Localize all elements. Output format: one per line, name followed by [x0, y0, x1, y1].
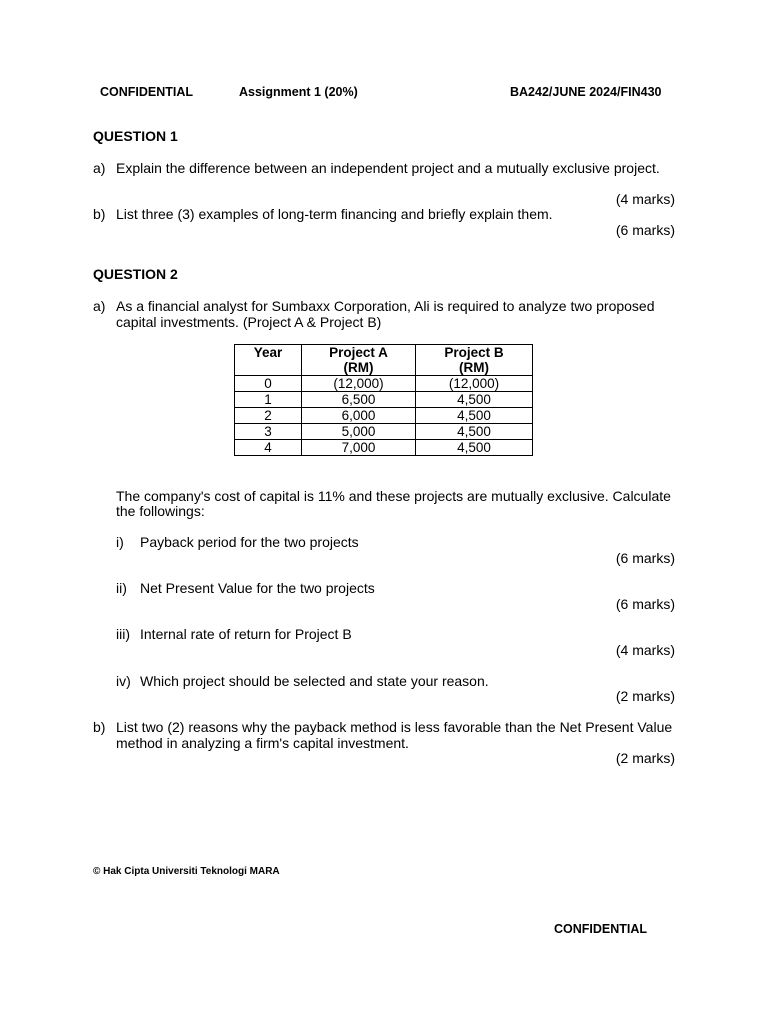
q2-part-i-text: Payback period for the two projects	[140, 534, 359, 550]
q2-part-iii-label: iii)	[116, 626, 130, 642]
table-row	[235, 392, 533, 408]
table-unit-project-a: (RM)	[302, 360, 416, 376]
table-cell-project-a: 5,000	[302, 424, 416, 440]
q1a-label: a)	[93, 160, 106, 176]
table-row	[235, 408, 533, 424]
copyright-notice: © Hak Cipta Universiti Teknologi MARA	[93, 866, 280, 877]
q1a-text: Explain the difference between an independent project and a mutually exclusive project.	[116, 160, 660, 176]
q1b-text: List three (3) examples of long-term financing and briefly explain them.	[116, 206, 553, 222]
table-cell-project-b: 4,500	[416, 392, 533, 408]
table-cell-project-b: 4,500	[416, 424, 533, 440]
q2-part-ii-marks: (6 marks)	[615, 596, 675, 612]
q2a-text-line2: capital investments. (Project A & Project B)	[116, 314, 382, 330]
q2b-text-line2: method in analyzing a firm's capital investment.	[116, 735, 409, 751]
table-row	[235, 424, 533, 440]
q2b-label: b)	[93, 719, 106, 735]
q2-part-ii-label: ii)	[116, 580, 127, 596]
q2b-text-line1: List two (2) reasons why the payback method is less favorable than the Net Present Value	[116, 719, 673, 735]
table-header-row	[235, 345, 533, 361]
table-cell-project-a: 6,500	[302, 392, 416, 408]
q1a-marks: (4 marks)	[615, 191, 675, 207]
question-2-title: QUESTION 2	[93, 266, 178, 282]
q2-part-i-marks: (6 marks)	[615, 550, 675, 566]
table-units-row	[235, 360, 533, 376]
cash-flow-table	[234, 344, 533, 456]
table-header-project-a: Project A	[302, 345, 416, 361]
q2-part-iii-text: Internal rate of return for Project B	[140, 626, 352, 642]
table-cell-project-a: 6,000	[302, 408, 416, 424]
q2-part-iv-text: Which project should be selected and state your reason.	[140, 673, 489, 689]
q2a-label: a)	[93, 298, 106, 314]
table-cell-project-b: 4,500	[416, 440, 533, 456]
table-cell-year: 0	[235, 376, 302, 392]
table-unit-year	[235, 360, 302, 376]
footer-confidential: CONFIDENTIAL	[554, 922, 648, 936]
q1b-marks: (6 marks)	[615, 222, 675, 238]
table-unit-project-b: (RM)	[416, 360, 533, 376]
q2-part-i-label: i)	[116, 534, 124, 550]
q2-intro-line2: the followings:	[116, 503, 205, 519]
table-row	[235, 376, 533, 392]
header-course-code: BA242/JUNE 2024/FIN430	[510, 85, 662, 99]
table-row	[235, 440, 533, 456]
table-cell-year: 3	[235, 424, 302, 440]
q2-part-iv-marks: (2 marks)	[615, 688, 675, 704]
q2-part-iv-label: iv)	[116, 673, 131, 689]
table-header-year: Year	[235, 345, 302, 361]
table-cell-project-a: (12,000)	[302, 376, 416, 392]
header-confidential: CONFIDENTIAL	[100, 85, 194, 99]
table-cell-project-b: 4,500	[416, 408, 533, 424]
q2b-marks: (2 marks)	[615, 750, 675, 766]
table-cell-year: 4	[235, 440, 302, 456]
question-1-title: QUESTION 1	[93, 128, 178, 144]
q1b-label: b)	[93, 206, 106, 222]
table-cell-year: 2	[235, 408, 302, 424]
table-cell-year: 1	[235, 392, 302, 408]
q2-intro-line1: The company's cost of capital is 11% and these projects are mutually exclusive. Calculate	[116, 488, 671, 504]
q2a-text-line1: As a financial analyst for Sumbaxx Corporation, Ali is required to analyze two proposed	[116, 298, 655, 314]
table-header-project-b: Project B	[416, 345, 533, 361]
header-assignment: Assignment 1 (20%)	[239, 85, 358, 99]
q2-part-iii-marks: (4 marks)	[615, 642, 675, 658]
q2-part-ii-text: Net Present Value for the two projects	[140, 580, 375, 596]
table-cell-project-a: 7,000	[302, 440, 416, 456]
table-cell-project-b: (12,000)	[416, 376, 533, 392]
